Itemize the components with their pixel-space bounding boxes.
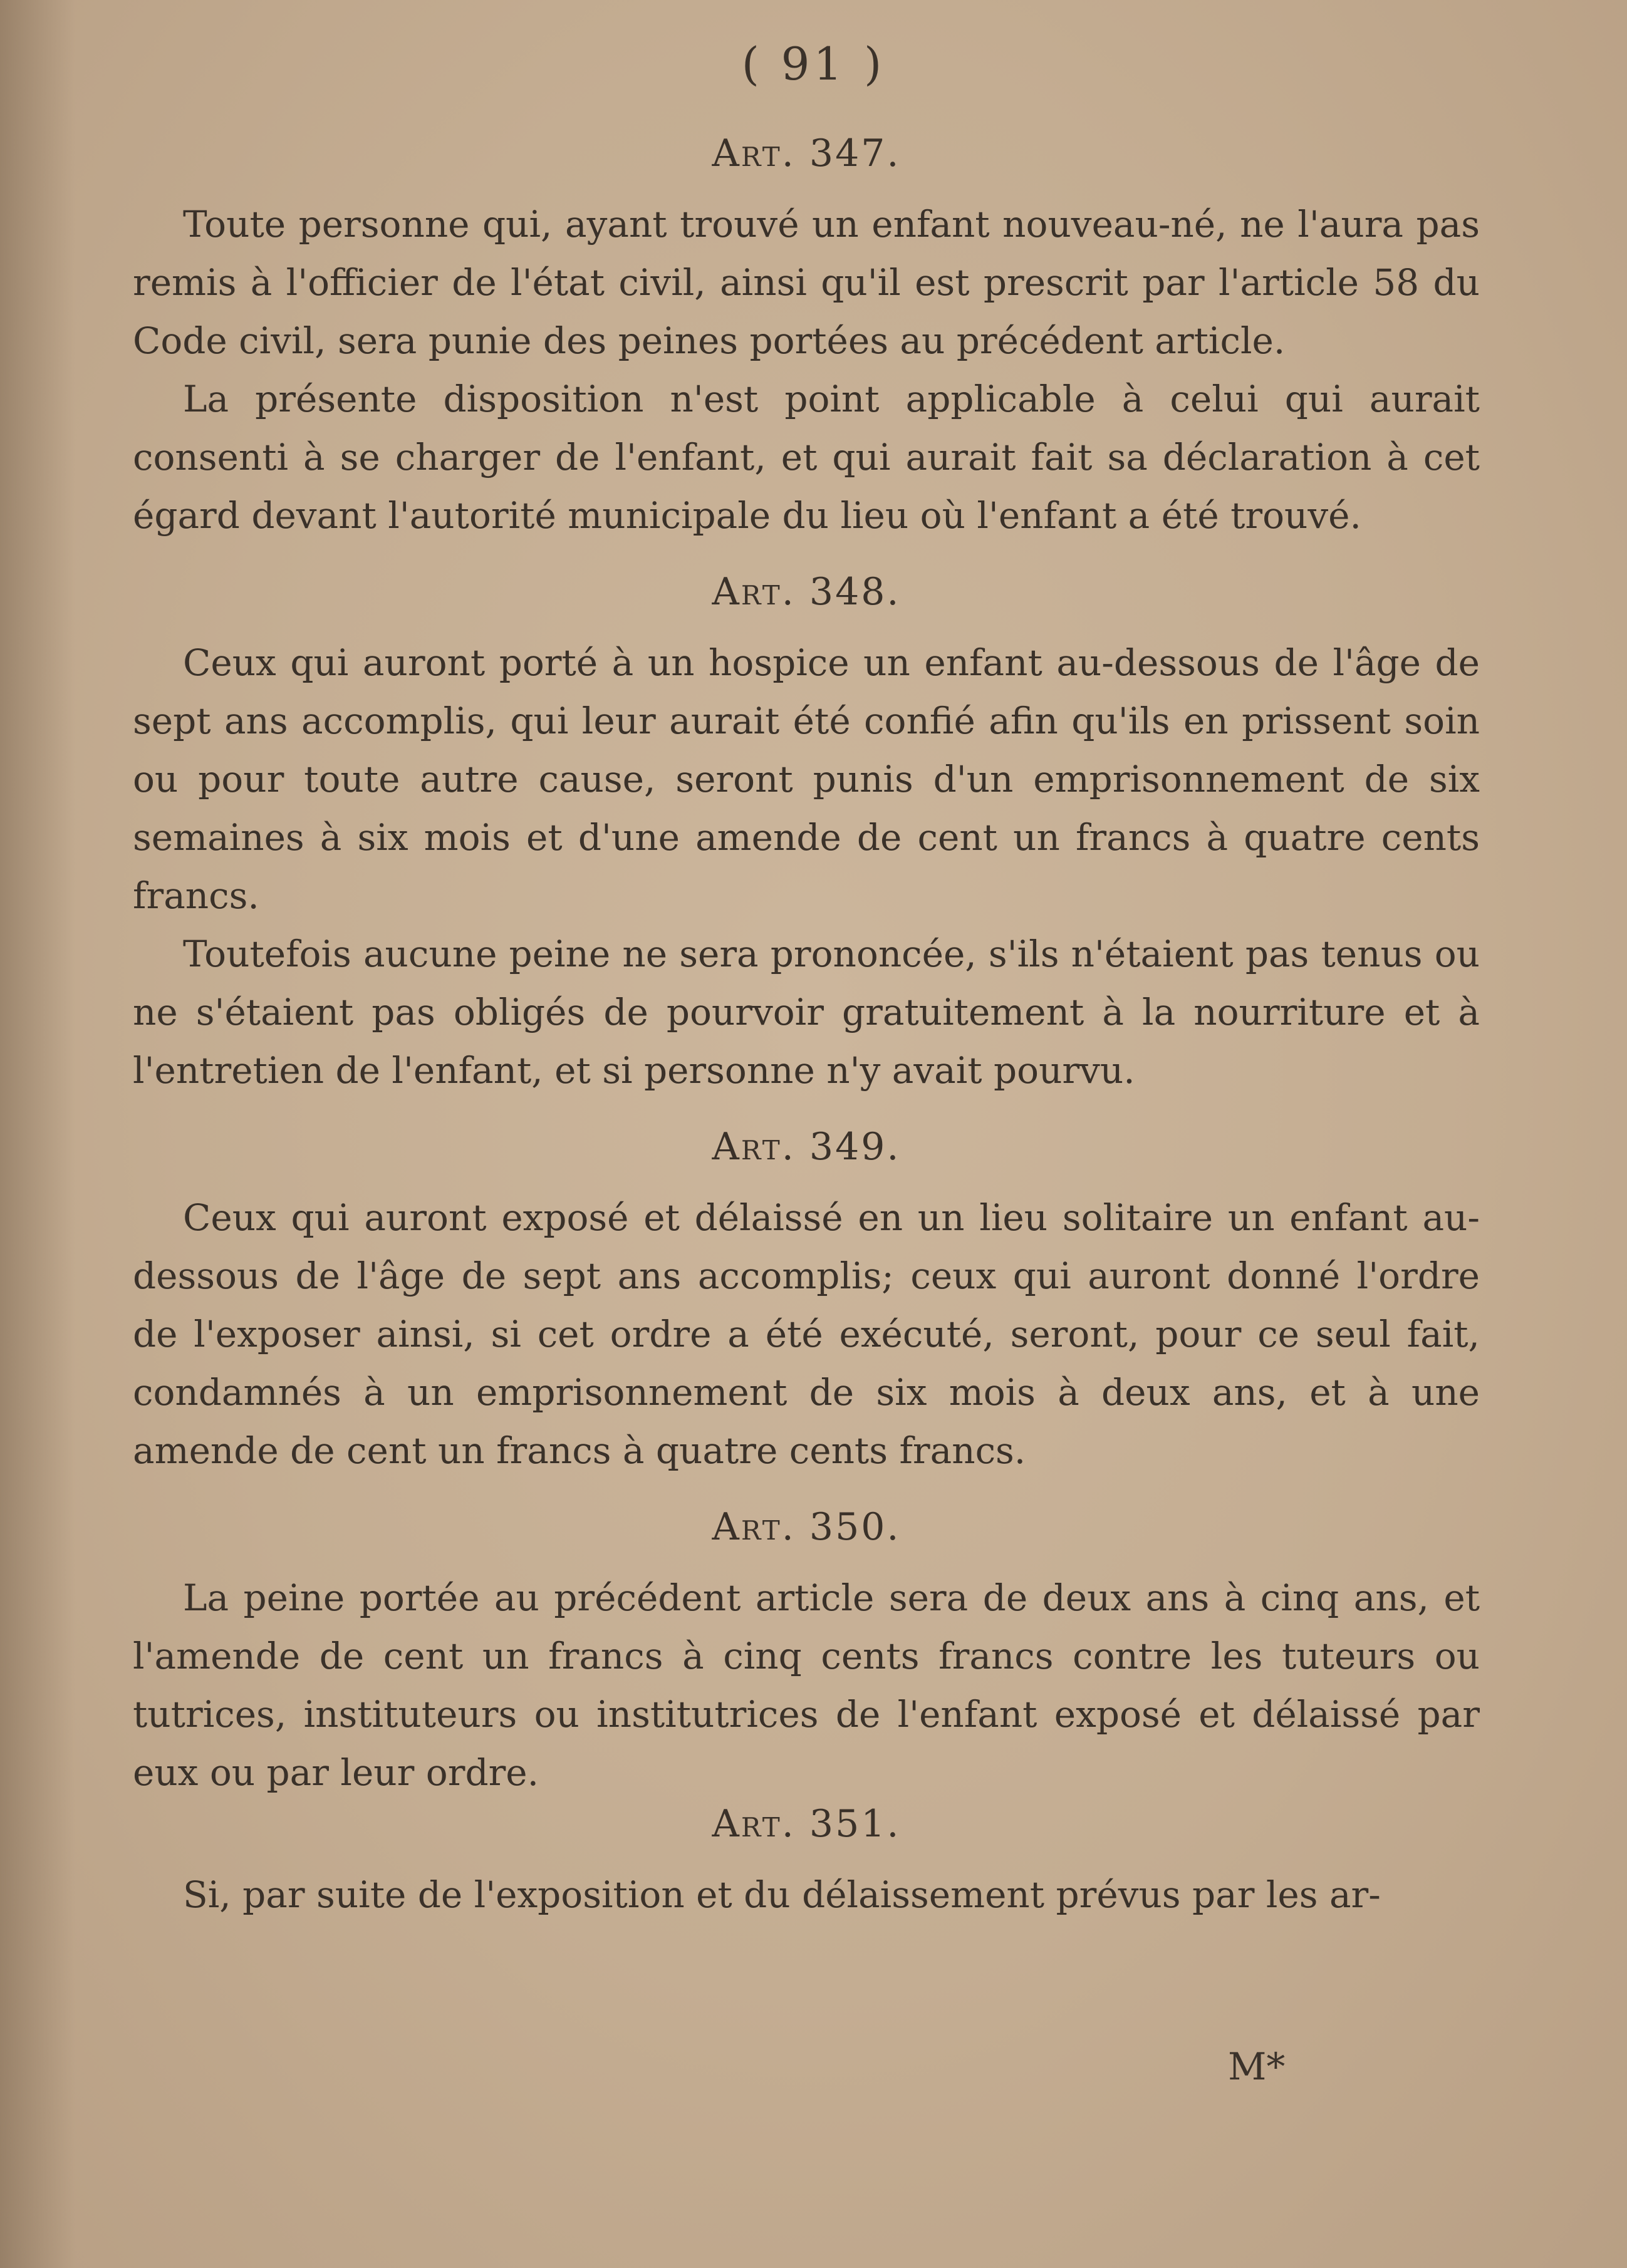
article-349 — [133, 1125, 1480, 1480]
article-heading — [133, 1505, 1480, 1549]
article-heading-text: Art. 351. — [712, 1802, 901, 1846]
article-351 — [133, 1802, 1480, 1924]
article-paragraph: Toute personne qui, ayant trouvé un enfant nouveau-né, ne l'aura pas remis à l'officier de l'état civil, ainsi qu'il est prescrit par l'article 58 du Code civil, sera punie des peines portées au précédent article. — [133, 203, 1480, 362]
article-heading — [133, 1802, 1480, 1846]
article-348 — [133, 570, 1480, 1100]
article-heading-text: Art. 348. — [712, 570, 901, 614]
article-heading-text: Art. 347. — [712, 132, 901, 175]
article-paragraph: Ceux qui auront exposé et délaissé en un lieu solitaire un enfant au-dessous de l'âge de sept ans accomplis; ceux qui auront donné l'ordre de l'exposer ainsi, si cet ordre a été exécuté, seront, pour ce seul fait, condamnés à un emprisonnement de six mois à deux ans, et à une amende de cent un francs à quatre cents francs. — [133, 1196, 1480, 1472]
signature-mark: M* — [1228, 2045, 1286, 2089]
article-heading — [133, 570, 1480, 614]
article-350 — [133, 1505, 1480, 1802]
article-paragraph: Ceux qui auront porté à un hospice un enfant au-dessous de l'âge de sept ans accomplis, qui leur aurait été confié afin qu'ils en prissent soin ou pour toute autre cause, seront punis d'un emprisonnement de six semaines à six mois et d'une amende de cent un francs à quatre cents francs. — [133, 641, 1480, 917]
article-heading-text: Art. 350. — [712, 1505, 901, 1549]
article-paragraph: La présente disposition n'est point applicable à celui qui aurait consenti à se charger de l'enfant, et qui aurait fait sa déclaration à cet égard devant l'autorité municipale du lieu où l'enfant a été trouvé. — [133, 378, 1480, 537]
article-paragraph: Si, par suite de l'exposition et du délaissement prévus par les ar- — [183, 1873, 1381, 1916]
article-347 — [133, 132, 1480, 545]
article-paragraph: La peine portée au précédent article sera de deux ans à cinq ans, et l'amende de cent un francs à cinq cents francs contre les tuteurs ou tutrices, instituteurs ou institutrices de l'enfant exposé et délaissé par eux ou par leur ordre. — [133, 1577, 1480, 1794]
article-heading-text: Art. 349. — [712, 1125, 901, 1169]
article-heading — [133, 1125, 1480, 1169]
document-body — [133, 132, 1480, 1924]
page-number: ( 91 ) — [741, 38, 886, 90]
article-heading — [133, 132, 1480, 175]
article-paragraph: Toutefois aucune peine ne sera prononcée, s'ils n'étaient pas tenus ou ne s'étaient pas obligés de pourvoir gratuitement à la nourriture et à l'entretien de l'enfant, et si personne n'y avait pourvu. — [133, 933, 1480, 1092]
